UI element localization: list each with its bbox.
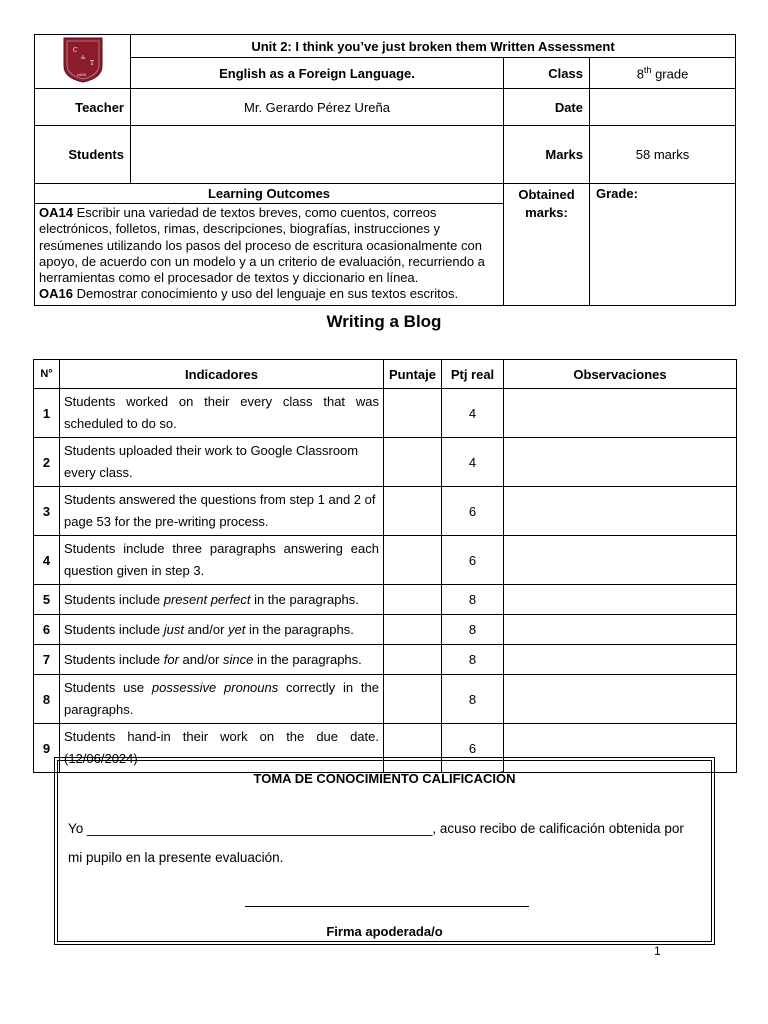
row-number: 4: [34, 536, 60, 585]
observations-cell[interactable]: [504, 487, 737, 536]
score-cell[interactable]: [384, 487, 442, 536]
date-label: Date: [504, 89, 590, 126]
indicator-text-part: Students include: [64, 651, 164, 667]
table-row: [34, 675, 737, 724]
signature-line[interactable]: [245, 906, 529, 907]
svg-text:T: T: [89, 60, 94, 67]
acknowledgment-statement-continued: mi pupilo en la presente evaluación.: [68, 850, 284, 865]
marks-value: 58 marks: [590, 126, 736, 184]
students-field[interactable]: [131, 126, 504, 184]
acknowledgment-statement: [68, 821, 704, 836]
svg-text:LAUS: LAUS: [76, 73, 86, 77]
svg-text:C: C: [72, 47, 78, 54]
observations-cell[interactable]: [504, 675, 737, 724]
real-score-cell: 8: [442, 645, 504, 675]
row-number: 3: [34, 487, 60, 536]
subject-name: English as a Foreign Language.: [131, 58, 504, 89]
teacher-label: Teacher: [35, 89, 131, 126]
row-number: 2: [34, 438, 60, 487]
indicator-text: Students worked on their every class that was scheduled to do so.: [60, 389, 384, 438]
class-grade-word: grade: [655, 66, 689, 82]
column-header-number: N°: [34, 360, 60, 389]
obtained-marks-label-line2: marks:: [525, 205, 568, 220]
grade-label: Grade:: [590, 184, 736, 306]
header-table: [34, 34, 736, 306]
students-label: Students: [35, 126, 131, 184]
row-number: 6: [34, 615, 60, 645]
row-number: 7: [34, 645, 60, 675]
row-number: 5: [34, 585, 60, 615]
date-field[interactable]: [590, 89, 736, 126]
learning-outcomes-text: [35, 204, 504, 306]
class-grade-suffix: th: [643, 64, 652, 75]
outcome-description: Escribir una variedad de textos breves, como cuentos, correos electrónicos, folletos, rimas, descripciones, biografías, instrucciones y resúmenes utilizando los pasos del proceso de escritura ocasionalmente con apoyo, de acuerdo con un modelo y a un criterio de evaluación, recurriendo a herramientas como el procesador de textos y diccionario en línea.: [39, 205, 485, 286]
score-cell[interactable]: [384, 438, 442, 487]
column-header-score: Puntaje: [384, 360, 442, 389]
indicator-text: Students answered the questions from step 1 and 2 of page 53 for the pre-writing process.: [60, 487, 384, 536]
real-score-cell: 6: [442, 487, 504, 536]
acknowledgment-box: [54, 757, 715, 945]
indicator-emphasis: yet: [228, 621, 246, 637]
indicator-text: [60, 615, 384, 645]
teacher-name: Mr. Gerardo Pérez Ureña: [131, 89, 504, 126]
acknowledgment-title: TOMA DE CONOCIMIENTO CALIFICACIÓN: [253, 771, 516, 786]
score-cell[interactable]: [384, 389, 442, 438]
column-header-observations: Observaciones: [504, 360, 737, 389]
observations-cell[interactable]: [504, 438, 737, 487]
column-header-indicators: Indicadores: [60, 360, 384, 389]
indicator-text-part: Students include: [64, 591, 164, 607]
indicator-text-part: correctly in the paragraphs.: [64, 680, 379, 717]
indicator-text-part: and/or: [183, 621, 229, 637]
indicator-emphasis: just: [163, 621, 184, 637]
indicator-text: Students uploaded their work to Google Classroom every class.: [60, 438, 384, 487]
real-score-cell: 6: [442, 724, 504, 773]
observations-cell[interactable]: [504, 536, 737, 585]
table-row: [34, 389, 737, 438]
real-score-cell: 6: [442, 536, 504, 585]
obtained-marks-label-line1: Obtained: [518, 187, 575, 202]
school-crest-logo: [61, 36, 105, 84]
table-row: [34, 585, 737, 615]
class-value: [590, 58, 736, 89]
indicator-emphasis: for: [163, 651, 179, 667]
indicator-text: Students include three paragraphs answering each question given in step 3.: [60, 536, 384, 585]
score-cell[interactable]: [384, 585, 442, 615]
real-score-cell: 8: [442, 675, 504, 724]
outcome-code: OA14: [39, 205, 73, 220]
outcome-description: Demostrar conocimiento y uso del lenguaje en sus textos escritos.: [76, 286, 459, 302]
column-header-real-score: Ptj real: [442, 360, 504, 389]
acknowledgment-suffix: , acuso recibo de calificación obtenida por: [432, 821, 684, 836]
school-logo-cell: [35, 35, 131, 89]
real-score-cell: 4: [442, 438, 504, 487]
indicator-emphasis: present perfect: [163, 591, 251, 607]
svg-text:&: &: [80, 55, 85, 61]
table-row: [34, 438, 737, 487]
indicator-text-part: and/or: [178, 651, 223, 667]
class-grade-number: 8: [636, 66, 644, 82]
observations-cell[interactable]: [504, 585, 737, 615]
table-row: [34, 615, 737, 645]
real-score-cell: 8: [442, 615, 504, 645]
score-cell[interactable]: [384, 675, 442, 724]
indicator-text-part: Students include: [64, 621, 164, 637]
acknowledgment-prefix: Yo: [68, 821, 84, 836]
learning-outcomes-heading: Learning Outcomes: [35, 184, 504, 204]
row-number: 8: [34, 675, 60, 724]
indicator-text-part: in the paragraphs.: [253, 651, 362, 667]
observations-cell[interactable]: [504, 645, 737, 675]
indicator-text: [60, 675, 384, 724]
section-title: Writing a Blog: [326, 312, 442, 331]
indicator-text-part: in the paragraphs.: [245, 621, 354, 637]
marks-label: Marks: [504, 126, 590, 184]
outcome-code: OA16: [39, 286, 73, 302]
class-label: Class: [504, 58, 590, 89]
score-cell[interactable]: [384, 615, 442, 645]
score-cell[interactable]: [384, 645, 442, 675]
indicator-text-part: in the paragraphs.: [250, 591, 359, 607]
table-row: [34, 487, 737, 536]
indicator-text: [60, 645, 384, 675]
table-row: [34, 645, 737, 675]
real-score-cell: 4: [442, 389, 504, 438]
page-number: 1: [654, 944, 661, 958]
indicator-text: Students hand-in their work on the due date. (12/06/2024): [60, 724, 384, 773]
indicator-text: [60, 585, 384, 615]
observations-cell[interactable]: [504, 389, 737, 438]
signature-label: Firma apoderada/o: [326, 924, 443, 939]
indicator-emphasis: possessive pronouns: [151, 680, 279, 695]
guardian-name-blank[interactable]: ______________________________________________: [87, 821, 433, 836]
document-title: Unit 2: I think you’ve just broken them Written Assessment: [131, 35, 736, 58]
obtained-marks-label: [504, 184, 590, 306]
observations-cell[interactable]: [504, 615, 737, 645]
indicator-text-part: Students use: [64, 680, 152, 695]
real-score-cell: 8: [442, 585, 504, 615]
score-cell[interactable]: [384, 536, 442, 585]
rubric-table: [33, 359, 737, 773]
table-row: [34, 536, 737, 585]
row-number: 1: [34, 389, 60, 438]
indicator-emphasis: since: [223, 651, 254, 667]
row-number: 9: [34, 724, 60, 773]
